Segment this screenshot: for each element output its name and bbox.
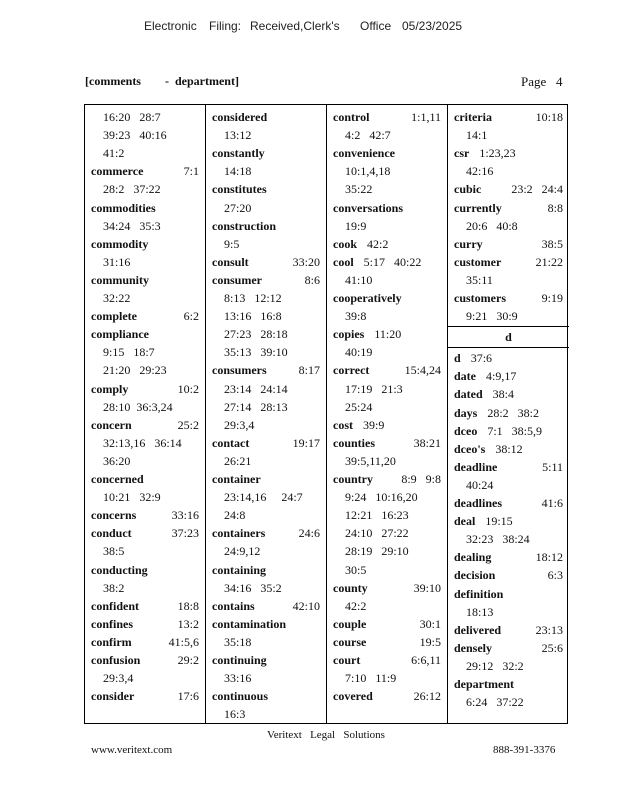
index-refs: 18:12 bbox=[535, 550, 563, 565]
index-term: date bbox=[454, 369, 476, 384]
index-term: conducting bbox=[91, 562, 148, 577]
index-refs: 19:5 bbox=[419, 634, 441, 649]
index-term: deadline bbox=[454, 459, 498, 474]
index-entry bbox=[91, 687, 199, 705]
section-letter: d bbox=[448, 326, 569, 348]
index-term: constantly bbox=[212, 146, 265, 161]
index-entry bbox=[91, 416, 199, 434]
index-entry bbox=[91, 307, 199, 325]
index-entry bbox=[454, 422, 563, 440]
index-entry bbox=[91, 597, 199, 615]
index-refs: 37:23 bbox=[171, 526, 199, 541]
index-column-3 bbox=[327, 105, 448, 723]
index-refs: 39:10 bbox=[413, 580, 441, 595]
index-entry bbox=[454, 144, 563, 162]
index-term: control bbox=[333, 110, 370, 124]
index-term: contamination bbox=[212, 616, 287, 631]
index-entry bbox=[212, 217, 320, 235]
index-entry bbox=[454, 404, 563, 422]
index-entry bbox=[333, 579, 441, 597]
index-continuation: 38:5 bbox=[103, 544, 125, 559]
index-entry bbox=[454, 385, 563, 403]
index-refs: 11:20 bbox=[374, 327, 402, 342]
index-continuation: 14:18 bbox=[224, 164, 252, 179]
index-continuation: 28:10 36:3,24 bbox=[103, 399, 173, 414]
index-entry bbox=[454, 199, 563, 217]
index-term: confident bbox=[91, 598, 139, 613]
index-continuation: 32:13,16 36:14 bbox=[103, 435, 182, 450]
index-continuation: 25:24 bbox=[345, 399, 373, 414]
index-entry bbox=[454, 675, 563, 693]
index-entry bbox=[91, 470, 199, 488]
index-term: copies bbox=[333, 327, 365, 342]
index-term: constitutes bbox=[212, 182, 267, 197]
index-continuation: 40:24 bbox=[466, 477, 494, 492]
index-term: country bbox=[333, 472, 373, 486]
index-term: container bbox=[212, 472, 261, 486]
index-continuation: 24:9,12 bbox=[224, 544, 261, 559]
index-entry bbox=[212, 597, 320, 615]
index-continuation: 28:19 29:10 bbox=[345, 544, 409, 559]
index-refs: 38:21 bbox=[413, 435, 441, 450]
index-entry bbox=[333, 615, 441, 633]
index-refs: 9:19 bbox=[541, 291, 563, 305]
index-term: consult bbox=[212, 254, 249, 269]
index-term: community bbox=[91, 272, 149, 287]
index-term: commodities bbox=[91, 200, 156, 215]
index-refs: 24:6 bbox=[298, 526, 320, 541]
index-entry bbox=[333, 361, 441, 379]
index-continuation: 16:20 28:7 bbox=[103, 110, 161, 124]
index-term: couple bbox=[333, 616, 367, 631]
index-term: cook bbox=[333, 236, 357, 251]
index-term: concerns bbox=[91, 508, 137, 523]
index-term: continuing bbox=[212, 653, 267, 667]
index-refs: 25:6 bbox=[541, 640, 563, 655]
index-term: complete bbox=[91, 309, 137, 324]
index-refs: 41:6 bbox=[541, 496, 563, 510]
index-refs: 8:6 bbox=[304, 272, 320, 287]
index-continuation: 35:22 bbox=[345, 182, 373, 197]
index-entry bbox=[212, 108, 320, 126]
index-refs: 7:1 bbox=[183, 164, 199, 179]
index-term: curry bbox=[454, 236, 483, 251]
index-refs: 15:4,24 bbox=[404, 363, 441, 378]
index-refs: 38:5 bbox=[541, 236, 563, 251]
index-term: cool bbox=[333, 254, 354, 269]
index-refs: 10:2 bbox=[177, 381, 199, 396]
index-refs: 39:9 bbox=[363, 417, 385, 432]
index-term: covered bbox=[333, 689, 373, 704]
index-refs: 23:13 bbox=[535, 622, 563, 637]
index-term: correct bbox=[333, 363, 370, 378]
index-entry bbox=[333, 325, 441, 343]
index-term: dceo bbox=[454, 423, 478, 438]
index-entry bbox=[212, 615, 320, 633]
index-continuation: 21:20 29:23 bbox=[103, 363, 167, 378]
index-term: consumer bbox=[212, 272, 262, 287]
index-entry bbox=[91, 271, 199, 289]
index-entry bbox=[454, 253, 563, 271]
index-column-2 bbox=[206, 105, 327, 723]
index-term: dceo's bbox=[454, 441, 486, 456]
index-entry bbox=[454, 512, 563, 530]
index-continuation: 9:5 bbox=[224, 236, 240, 251]
index-continuation: 35:18 bbox=[224, 634, 252, 649]
footer-phone: 888-391-3376 bbox=[493, 744, 556, 756]
index-refs: 28:2 38:2 bbox=[487, 405, 540, 420]
index-continuation: 36:20 bbox=[103, 453, 131, 468]
index-entry bbox=[91, 325, 199, 343]
index-continuation: 42:16 bbox=[466, 164, 494, 179]
index-refs: 37:6 bbox=[470, 351, 493, 366]
index-entry bbox=[91, 651, 199, 669]
index-entry bbox=[212, 434, 320, 452]
index-entry bbox=[212, 361, 320, 379]
index-term: construction bbox=[212, 218, 276, 233]
index-entry bbox=[454, 108, 563, 126]
index-continuation: 17:19 21:3 bbox=[345, 381, 403, 396]
index-continuation: 34:16 35:2 bbox=[224, 580, 282, 595]
index-continuation: 13:16 16:8 bbox=[224, 309, 282, 324]
index-term: deadlines bbox=[454, 496, 503, 510]
index-continuation: 24:8 bbox=[224, 508, 246, 523]
index-refs: 1:23,23 bbox=[479, 146, 516, 161]
index-continuation: 7:10 11:9 bbox=[345, 671, 397, 686]
index-refs: 41:5,6 bbox=[168, 634, 199, 649]
index-entry bbox=[333, 651, 441, 669]
index-refs: 6:6,11 bbox=[411, 653, 441, 667]
index-continuation: 30:5 bbox=[345, 562, 367, 577]
index-continuation: 12:21 16:23 bbox=[345, 508, 409, 523]
filing-date: 05/23/2025 bbox=[402, 19, 463, 33]
index-continuation: 35:11 bbox=[466, 272, 493, 287]
index-continuation: 23:14,16 24:7 bbox=[224, 490, 303, 505]
index-refs: 8:17 bbox=[298, 363, 320, 378]
index-continuation: 27:14 28:13 bbox=[224, 399, 288, 414]
word-index-grid bbox=[84, 104, 568, 724]
index-column-4 bbox=[448, 105, 569, 723]
index-term: customers bbox=[454, 291, 506, 305]
index-entry bbox=[91, 380, 199, 398]
index-continuation: 33:16 bbox=[224, 671, 252, 686]
index-continuation: 4:2 42:7 bbox=[345, 128, 391, 143]
index-continuation: 23:14 24:14 bbox=[224, 381, 288, 396]
filing-label: Filing: bbox=[209, 19, 242, 33]
index-entry bbox=[333, 633, 441, 651]
index-entry bbox=[333, 434, 441, 452]
index-continuation: 9:24 10:16,20 bbox=[345, 490, 418, 505]
index-entry bbox=[454, 235, 563, 253]
index-continuation: 27:20 bbox=[224, 200, 252, 215]
index-refs: 17:6 bbox=[177, 689, 199, 704]
index-continuation: 13:12 bbox=[224, 128, 252, 143]
index-entry bbox=[91, 561, 199, 579]
index-entry bbox=[333, 199, 441, 217]
index-term: containing bbox=[212, 562, 267, 577]
page-number: Page 4 bbox=[521, 74, 563, 89]
index-entry bbox=[212, 144, 320, 162]
index-refs: 42:2 bbox=[367, 236, 389, 251]
index-entry bbox=[333, 289, 441, 307]
index-entry bbox=[333, 108, 441, 126]
index-continuation: 40:19 bbox=[345, 345, 373, 360]
index-refs: 8:9 9:8 bbox=[401, 472, 441, 486]
index-continuation: 42:2 bbox=[345, 598, 367, 613]
index-refs: 30:1 bbox=[419, 616, 441, 631]
index-term: consumers bbox=[212, 363, 267, 378]
index-range-header: [comments - department] bbox=[85, 74, 239, 88]
index-continuation: 16:3 bbox=[224, 707, 246, 722]
index-refs: 1:1,11 bbox=[411, 110, 441, 124]
index-entry bbox=[333, 416, 441, 434]
index-entry bbox=[454, 566, 563, 584]
index-term: decision bbox=[454, 568, 496, 583]
index-term: dated bbox=[454, 387, 483, 402]
index-continuation: 29:3,4 bbox=[103, 671, 134, 686]
index-entry bbox=[333, 470, 441, 488]
index-term: criteria bbox=[454, 110, 492, 124]
index-term: convenience bbox=[333, 146, 395, 161]
index-entry bbox=[212, 651, 320, 669]
index-refs: 42:10 bbox=[292, 598, 320, 613]
index-continuation: 26:21 bbox=[224, 453, 252, 468]
index-refs: 38:4 bbox=[492, 387, 515, 402]
index-entry bbox=[454, 349, 563, 367]
index-term: conversations bbox=[333, 200, 403, 215]
index-term: delivered bbox=[454, 622, 502, 637]
index-refs: 23:2 24:4 bbox=[511, 182, 563, 197]
index-continuation: 39:5,11,20 bbox=[345, 453, 396, 468]
index-continuation: 41:2 bbox=[103, 146, 125, 161]
index-term: concern bbox=[91, 417, 132, 432]
index-term: definition bbox=[454, 586, 504, 601]
index-term: days bbox=[454, 405, 478, 420]
index-refs: 26:12 bbox=[413, 689, 441, 704]
index-refs: 10:18 bbox=[535, 110, 563, 124]
index-continuation: 29:3,4 bbox=[224, 417, 255, 432]
index-term: commerce bbox=[91, 164, 144, 179]
index-term: contact bbox=[212, 435, 250, 450]
index-continuation: 28:2 37:22 bbox=[103, 182, 161, 197]
index-refs: 5:11 bbox=[542, 459, 563, 474]
index-refs: 38:12 bbox=[495, 441, 523, 456]
index-entry bbox=[212, 687, 320, 705]
index-term: containers bbox=[212, 526, 266, 541]
index-entry bbox=[212, 524, 320, 542]
index-term: csr bbox=[454, 146, 470, 161]
index-term: contains bbox=[212, 598, 255, 613]
index-refs: 7:1 38:5,9 bbox=[487, 423, 542, 438]
index-term: deal bbox=[454, 514, 476, 529]
index-continuation: 8:13 12:12 bbox=[224, 291, 282, 305]
index-refs: 13:2 bbox=[177, 616, 199, 631]
index-term: conduct bbox=[91, 526, 132, 541]
index-entry bbox=[333, 253, 441, 271]
filing-received: Received,Clerk's bbox=[250, 19, 340, 33]
index-term: densely bbox=[454, 640, 493, 655]
index-refs: 25:2 bbox=[177, 417, 199, 432]
index-continuation: 38:2 bbox=[103, 580, 125, 595]
index-refs: 19:17 bbox=[292, 435, 320, 450]
index-refs: 19:15 bbox=[485, 514, 513, 529]
index-term: concerned bbox=[91, 472, 144, 486]
index-term: cooperatively bbox=[333, 291, 402, 305]
index-entry bbox=[454, 621, 563, 639]
index-term: course bbox=[333, 634, 367, 649]
index-continuation: 18:13 bbox=[466, 604, 494, 619]
index-term: counties bbox=[333, 435, 375, 450]
index-entry bbox=[454, 180, 563, 198]
filing-electronic: Electronic bbox=[144, 19, 197, 33]
index-continuation: 10:1,4,18 bbox=[345, 164, 391, 179]
footer-company: Veritext Legal Solutions bbox=[267, 729, 385, 741]
index-continuation: 32:23 38:24 bbox=[466, 532, 530, 547]
index-entry bbox=[91, 615, 199, 633]
index-refs: 33:20 bbox=[292, 254, 320, 269]
index-refs: 18:8 bbox=[177, 598, 199, 613]
index-term: cubic bbox=[454, 182, 482, 197]
index-continuation: 32:22 bbox=[103, 291, 131, 305]
index-continuation: 20:6 40:8 bbox=[466, 218, 518, 233]
index-entry bbox=[212, 561, 320, 579]
index-term: currently bbox=[454, 200, 502, 215]
index-term: compliance bbox=[91, 327, 149, 342]
index-entry bbox=[454, 639, 563, 657]
index-continuation: 9:21 30:9 bbox=[466, 309, 518, 324]
index-continuation: 6:24 37:22 bbox=[466, 695, 524, 710]
index-entry bbox=[212, 271, 320, 289]
index-entry bbox=[333, 144, 441, 162]
index-term: confusion bbox=[91, 653, 141, 667]
index-continuation: 35:13 39:10 bbox=[224, 345, 288, 360]
index-continuation: 34:24 35:3 bbox=[103, 218, 161, 233]
index-term: d bbox=[454, 351, 461, 366]
index-entry bbox=[91, 506, 199, 524]
index-term: cost bbox=[333, 417, 353, 432]
index-entry bbox=[91, 235, 199, 253]
index-term: continuous bbox=[212, 689, 269, 704]
index-term: dealing bbox=[454, 550, 492, 565]
index-entry bbox=[212, 470, 320, 488]
index-continuation: 39:8 bbox=[345, 309, 367, 324]
index-entry bbox=[91, 199, 199, 217]
index-term: department bbox=[454, 677, 514, 691]
index-refs: 33:16 bbox=[171, 508, 199, 523]
index-continuation: 9:15 18:7 bbox=[103, 345, 155, 360]
index-refs: 29:2 bbox=[177, 653, 199, 667]
index-term: court bbox=[333, 653, 361, 667]
footer-website: www.veritext.com bbox=[91, 744, 173, 756]
index-entry bbox=[212, 253, 320, 271]
index-term: customer bbox=[454, 254, 502, 269]
index-continuation: 19:9 bbox=[345, 218, 367, 233]
index-continuation: 14:1 bbox=[466, 128, 488, 143]
index-entry bbox=[212, 180, 320, 198]
index-entry bbox=[454, 289, 563, 307]
index-entry bbox=[454, 494, 563, 512]
index-entry bbox=[333, 687, 441, 705]
index-term: considered bbox=[212, 110, 268, 124]
index-continuation: 41:10 bbox=[345, 272, 373, 287]
index-entry bbox=[454, 458, 563, 476]
index-continuation: 24:10 27:22 bbox=[345, 526, 409, 541]
index-continuation: 29:12 32:2 bbox=[466, 658, 524, 673]
index-term: county bbox=[333, 580, 368, 595]
index-column-1 bbox=[85, 105, 206, 723]
index-term: confirm bbox=[91, 634, 132, 649]
index-entry bbox=[91, 633, 199, 651]
index-term: confines bbox=[91, 616, 133, 631]
index-refs: 21:22 bbox=[535, 254, 563, 269]
index-continuation: 31:16 bbox=[103, 254, 131, 269]
index-entry bbox=[333, 235, 441, 253]
index-refs: 4:9,17 bbox=[486, 369, 517, 384]
index-entry bbox=[454, 548, 563, 566]
index-continuation: 39:23 40:16 bbox=[103, 128, 167, 143]
index-refs: 6:3 bbox=[547, 568, 563, 583]
index-entry bbox=[454, 367, 563, 385]
index-entry bbox=[454, 440, 563, 458]
index-entry bbox=[91, 524, 199, 542]
index-continuation: 27:23 28:18 bbox=[224, 327, 288, 342]
index-term: comply bbox=[91, 381, 129, 396]
index-continuation: 10:21 32:9 bbox=[103, 490, 161, 505]
index-term: commodity bbox=[91, 236, 149, 251]
index-refs: 5:17 40:22 bbox=[363, 254, 422, 269]
index-entry bbox=[454, 585, 563, 603]
index-refs: 8:8 bbox=[547, 200, 563, 215]
index-entry bbox=[91, 162, 199, 180]
filing-office: Office bbox=[360, 19, 392, 33]
index-refs: 6:2 bbox=[183, 309, 199, 324]
index-term: consider bbox=[91, 689, 135, 704]
